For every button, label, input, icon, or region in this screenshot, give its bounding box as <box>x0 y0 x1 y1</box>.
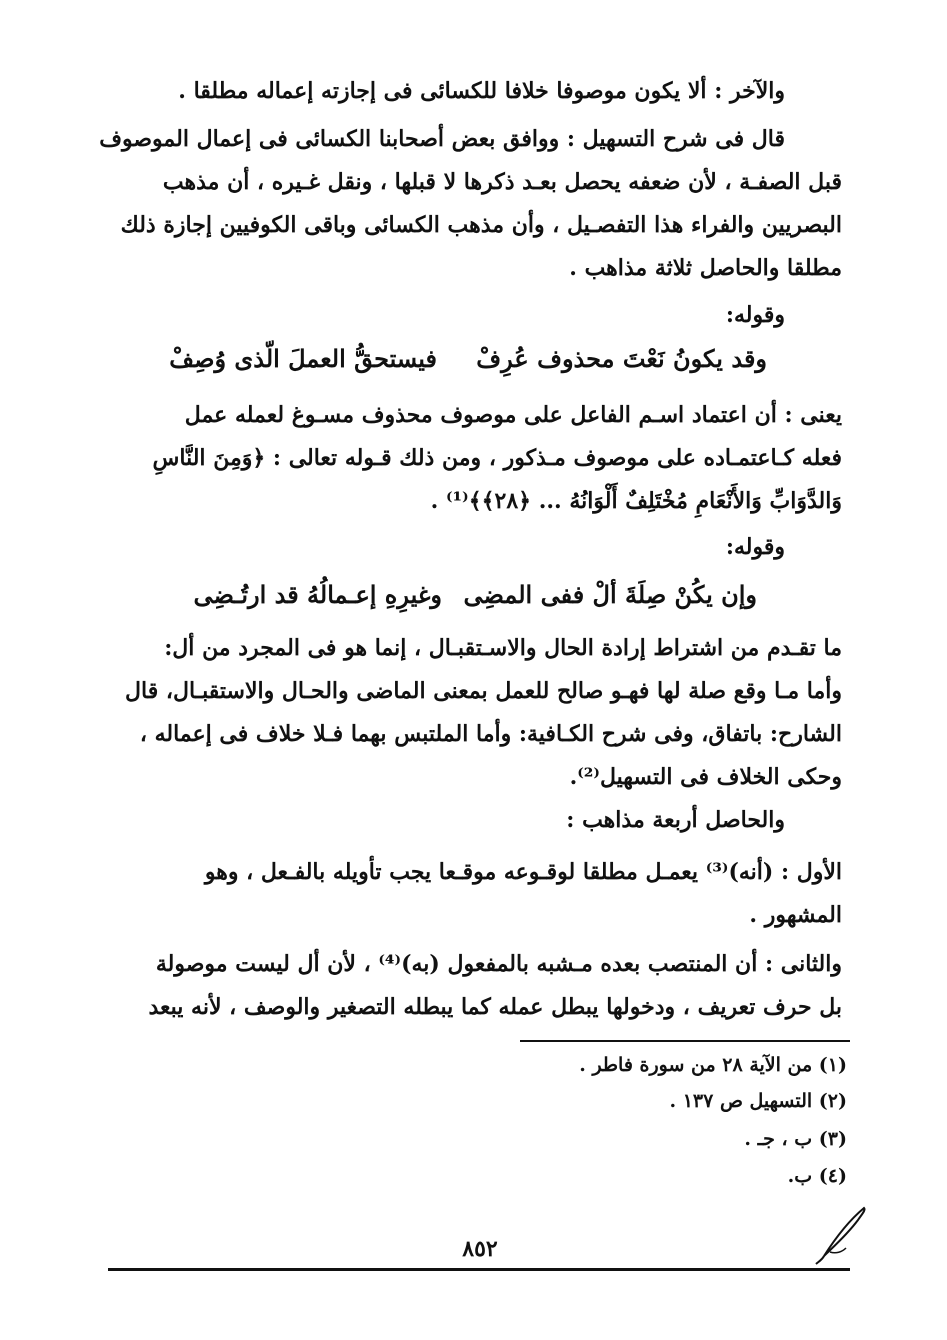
verse-hemistich-right: وإن يكُنْ صِلَةَ ألْ ففى المضِى <box>463 580 757 609</box>
footnote: (٤) ب. <box>787 1165 847 1187</box>
body-line: يعنى : أن اعتماد اسـم الفاعل على موصوف محذوف مسـوغ لعمله عمل <box>184 402 842 428</box>
body-line: المشهور . <box>749 902 842 928</box>
body-line: بل حرف تعريف ، ودخولها يبطل عمله كما يبطله التصغير والوصف ، لأنه يبعد <box>148 994 842 1020</box>
verse-hemistich-right: وقد يكونُ نَعْتَ محذوف عُرِفْ <box>476 344 767 373</box>
body-line: قبل الصفـة ، لأن ضعفه يحصل بعـد ذكرها لا قبلها ، ونقل غـيره ، أن مذهب <box>162 169 842 195</box>
body-line: البصريين والفراء هذا التفصـيل ، وأن مذهب الكسائى وباقى الكوفيين إجازة ذلك <box>120 212 842 238</box>
footnote: (٣) ب ، جـ . <box>744 1128 847 1150</box>
footnote: (٢) التسهيل ص ١٣٧ . <box>669 1090 847 1112</box>
body-line: الأول : (أنه)⁽³⁾ يعمـل مطلقا لوقـوعه موقـعا يجب تأويله بالفـعل ، وهو <box>204 859 842 885</box>
verse-hemistich-left: فيستحقُّ العملَ الّذى وُصِفْ <box>169 344 437 373</box>
page-number: ٨٥٢ <box>462 1236 498 1262</box>
quran-quote-line: وَالدَّوَابِّ وَالأَنْعَامِ مُخْتَلِفٌ أَلْوَانُهُ ... ﴿٢٨﴾﴾⁽¹⁾ . <box>430 488 842 514</box>
body-line: ما تقـدم من اشتراط إرادة الحال والاسـتقبـال ، إنما هو فى المجرد من أل: <box>164 635 842 661</box>
body-line: وقوله: <box>725 302 785 328</box>
footnote: (١) من الآية ٢٨ من سورة فاطر . <box>579 1054 847 1076</box>
body-line: الشارح: باتفاق، وفى شرح الكـافية: وأما الملتبس بهما فـلا خلاف فى إعماله ، <box>139 721 842 747</box>
body-line: وأما مـا وقع صلة لها فهـو صالح للعمل بمعنى الماضى والحـال والاستقبـال، قال <box>125 678 842 704</box>
footnote-separator <box>520 1040 850 1042</box>
body-line: والآخر : ألا يكون موصوفا خلافا للكسائى فى إجازته إعماله مطلقا . <box>178 78 785 104</box>
body-line: والحاصل أربعة مذاهب : <box>566 807 785 833</box>
bottom-rule <box>108 1268 850 1271</box>
body-line: وقوله: <box>725 534 785 560</box>
verse-hemistich-left: وغيرِهِ إعـمالُهُ قد ارتُـضِى <box>193 580 442 609</box>
body-line: والثانى : أن المنتصب بعده مـشبه بالمفعول (به)⁽⁴⁾ ، لأن أل ليست موصولة <box>155 951 842 977</box>
body-line: مطلقا والحاصل ثلاثة مذاهب . <box>569 255 842 281</box>
quill-pen-icon <box>812 1204 872 1266</box>
body-line: وحكى الخلاف فى التسهيل⁽²⁾. <box>569 764 842 790</box>
body-line: قال فى شرح التسهيل : ووافق بعض أصحابنا الكسائى فى إعمال الموصوف <box>99 126 785 152</box>
body-line: فعله كـاعتمـاده على موصوف مـذكور ، ومن ذلك قـوله تعالى : ﴿وَمِنَ النَّاسِ <box>152 445 842 471</box>
